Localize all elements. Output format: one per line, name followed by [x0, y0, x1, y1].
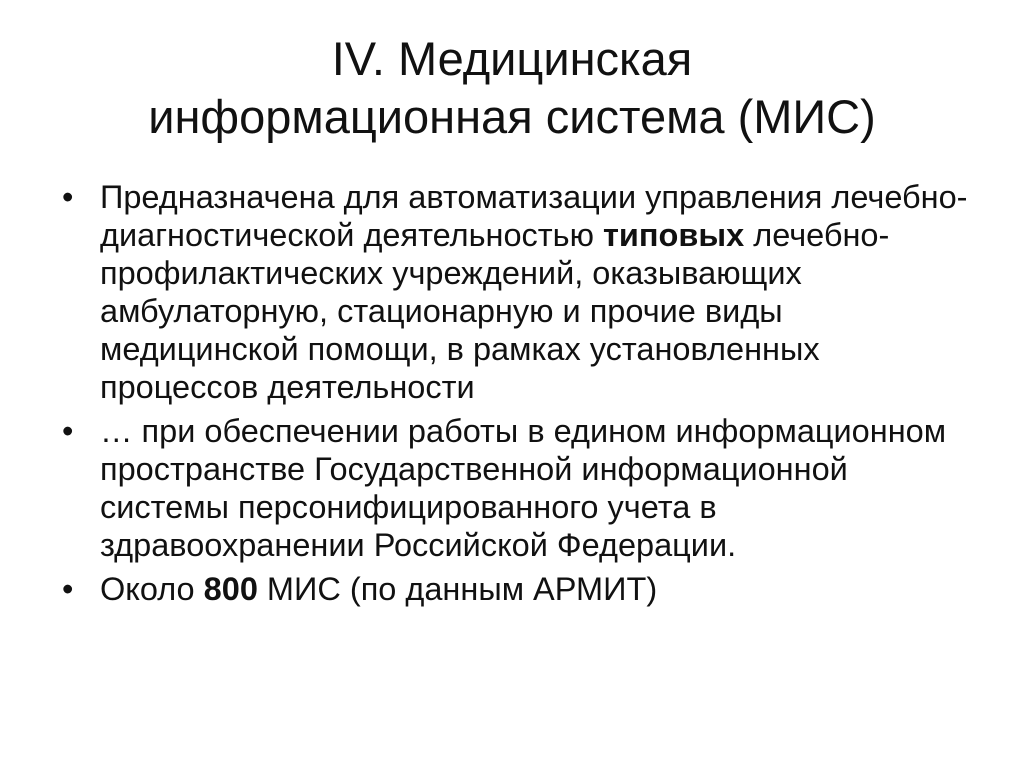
bullet-text: … при обеспечении работы в едином информационном пространстве Государственной информационной системы персонифицированного учета в здравоохранении Российской Федерации. — [100, 413, 947, 563]
bullet-text-bold: 800 — [203, 571, 258, 607]
bullet-text-bold: типовых — [603, 217, 745, 253]
bullet-text-before: Около — [100, 571, 204, 607]
bullet-item-purpose — [62, 178, 982, 406]
bullet-text-after: лечебно-профилактических учреждений, оказывающих амбулаторную, стационарную и прочие виды медицинской помощи, в рамках установленных процессов деятельности — [100, 217, 890, 405]
bullet-dot-icon: • — [62, 413, 74, 449]
slide-title — [40, 30, 984, 146]
bullet-text-before: Предназначена для автоматизации управления лечебно-диагностической деятельностью — [100, 179, 968, 253]
bullet-dot-icon: • — [62, 179, 74, 215]
bullet-dot-icon: • — [62, 571, 74, 607]
bullet-list — [62, 178, 982, 614]
bullet-item-integration — [62, 412, 982, 564]
title-line-2: информационная система (МИС) — [148, 90, 876, 143]
title-line-1: IV. Медицинская — [331, 32, 693, 85]
bullet-item-count — [62, 570, 982, 608]
bullet-text-after: МИС (по данным АРМИТ) — [257, 571, 658, 607]
